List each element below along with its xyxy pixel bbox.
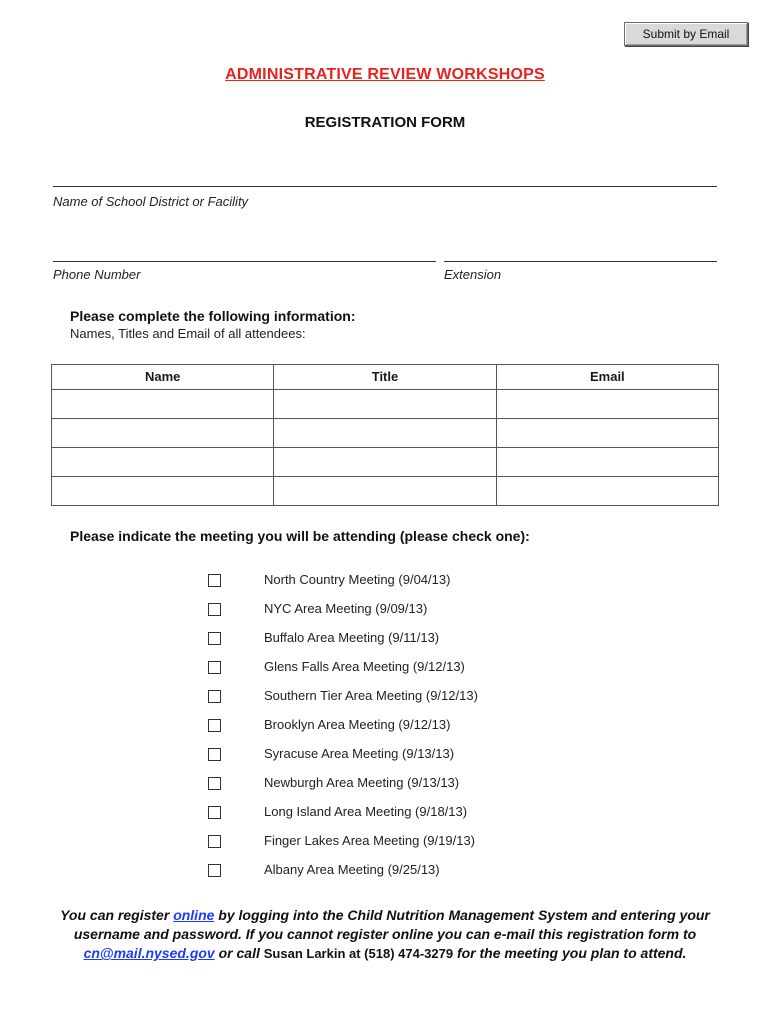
email-cell[interactable] <box>496 419 718 448</box>
title-cell[interactable] <box>274 477 496 506</box>
attendees-table <box>51 364 719 506</box>
meetings-heading: Please indicate the meeting you will be attending (please check one): <box>70 528 530 544</box>
table-row <box>52 448 719 477</box>
table-row <box>52 477 719 506</box>
phone-field-line[interactable] <box>53 261 436 262</box>
table-row <box>52 390 719 419</box>
checkbox[interactable] <box>208 748 221 761</box>
district-field-line[interactable] <box>53 186 717 187</box>
checkbox[interactable] <box>208 835 221 848</box>
checkbox[interactable] <box>208 806 221 819</box>
title-cell[interactable] <box>274 448 496 477</box>
column-header-title: Title <box>274 365 496 390</box>
checkbox[interactable] <box>208 661 221 674</box>
checkbox[interactable] <box>208 864 221 877</box>
meeting-label: Long Island Area Meeting (9/18/13) <box>264 804 468 819</box>
name-cell[interactable] <box>52 448 274 477</box>
meeting-label: Southern Tier Area Meeting (9/12/13) <box>264 688 478 703</box>
attendees-heading: Please complete the following information: <box>70 308 356 324</box>
meeting-label: Newburgh Area Meeting (9/13/13) <box>264 775 460 790</box>
instructions-text: for the meeting you plan to attend. <box>453 945 687 961</box>
email-cell[interactable] <box>496 448 718 477</box>
instructions-text: by logging into the Child Nutrition Management System and entering your username and password. If you cannot register online you can e-mail this registration form to <box>73 907 710 942</box>
meeting-label: North Country Meeting (9/04/13) <box>264 572 451 587</box>
checkbox[interactable] <box>208 777 221 790</box>
email-cell[interactable] <box>496 477 718 506</box>
phone-field-label: Phone Number <box>53 267 141 282</box>
meeting-label: Finger Lakes Area Meeting (9/19/13) <box>264 833 476 848</box>
extension-field-line[interactable] <box>444 261 717 262</box>
meeting-label: Buffalo Area Meeting (9/11/13) <box>264 630 440 645</box>
title-cell[interactable] <box>274 419 496 448</box>
submit-by-email-button[interactable]: Submit by Email <box>624 22 748 46</box>
meeting-label: Syracuse Area Meeting (9/13/13) <box>264 746 455 761</box>
online-registration-link[interactable]: online <box>173 907 215 923</box>
checkbox[interactable] <box>208 719 221 732</box>
column-header-email: Email <box>496 365 718 390</box>
checkbox[interactable] <box>208 632 221 645</box>
contact-info: Susan Larkin at (518) 474-3279 <box>263 946 454 961</box>
title-cell[interactable] <box>274 390 496 419</box>
meeting-label: Glens Falls Area Meeting (9/12/13) <box>264 659 465 674</box>
name-cell[interactable] <box>52 419 274 448</box>
form-subtitle: REGISTRATION FORM <box>304 114 466 131</box>
meeting-label: Brooklyn Area Meeting (9/12/13) <box>264 717 451 732</box>
email-cell[interactable] <box>496 390 718 419</box>
attendees-subheading: Names, Titles and Email of all attendees: <box>70 326 306 341</box>
instructions-text: or call <box>214 945 264 961</box>
meeting-label: Albany Area Meeting (9/25/13) <box>264 862 440 877</box>
meeting-label: NYC Area Meeting (9/09/13) <box>264 601 428 616</box>
name-cell[interactable] <box>52 477 274 506</box>
page-title: ADMINISTRATIVE REVIEW WORKSHOPS <box>225 66 545 83</box>
name-cell[interactable] <box>52 390 274 419</box>
district-field-label: Name of School District or Facility <box>53 194 249 209</box>
registration-instructions <box>60 906 710 963</box>
checkbox[interactable] <box>208 690 221 703</box>
instructions-text: You can register <box>60 907 174 923</box>
email-link[interactable]: cn@mail.nysed.gov <box>83 945 215 961</box>
checkbox[interactable] <box>208 603 221 616</box>
checkbox[interactable] <box>208 574 221 587</box>
extension-field-label: Extension <box>444 267 502 282</box>
column-header-name: Name <box>52 365 274 390</box>
attendees-header-row <box>52 365 719 390</box>
table-row <box>52 419 719 448</box>
